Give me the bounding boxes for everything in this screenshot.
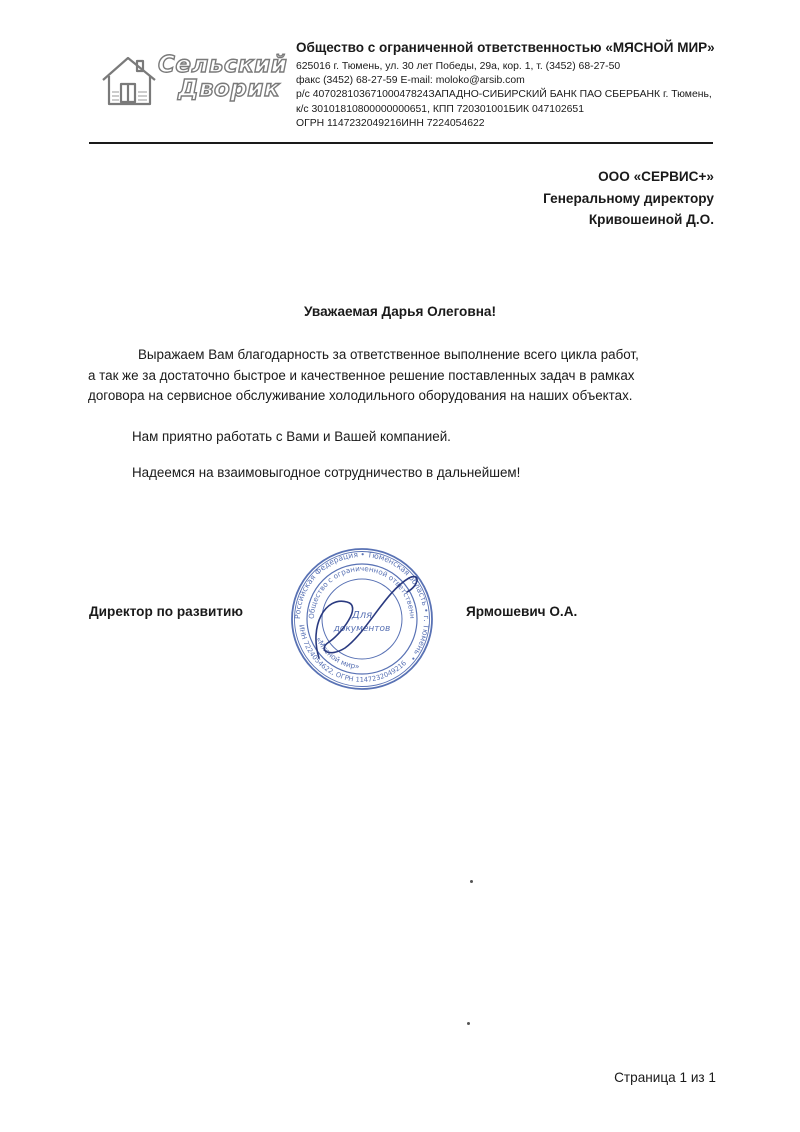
recipient-name: Кривошеиной Д.О.	[588, 212, 714, 227]
paragraph-1	[88, 345, 708, 407]
company-fax-email: факс (3452) 68-27-59 E-mail: moloko@arsib.com	[296, 75, 525, 87]
house-logo-icon	[100, 52, 160, 108]
company-corr-account: к/с 30101810800000000651, КПП 720301001БИК 047102651	[296, 103, 584, 115]
company-header	[296, 40, 716, 131]
company-address: 625016 г. Тюмень, ул. 30 лет Победы, 29а, кор. 1, т. (3452) 68-27-50	[296, 61, 621, 72]
paragraph-1-line-2: а так же за достаточно быстрое и качественное решение поставленных задач в рамках	[88, 367, 635, 383]
header-divider	[89, 142, 713, 144]
stamp-bottom-text: «Мясной мир»	[314, 635, 360, 671]
logo-line-1: Сельский	[158, 52, 288, 78]
paragraph-1-line-1: Выражаем Вам благодарность за ответственное выполнение всего цикла работ,	[138, 347, 639, 362]
recipient-position: Генеральному директору	[543, 190, 714, 206]
company-logo	[100, 52, 288, 108]
scan-speck	[467, 1022, 470, 1025]
logo-wordmark	[158, 52, 288, 108]
scan-speck	[470, 880, 473, 883]
company-name: Общество с ограниченной ответственностью «МЯСНОЙ МИР»	[296, 40, 715, 55]
stamp-inn-ogrn-text: ИНН 7224054622, ОГРН 1147232049216	[297, 624, 409, 685]
stamp-outer-text: Российская Федерация • Тюменская область • г. Тюмень •	[292, 549, 432, 663]
paragraph-2: Нам приятно работать с Вами и Вашей компанией.	[132, 429, 451, 444]
company-ogrn-inn: ОГРН 1147232049216ИНН 7224054622	[296, 117, 485, 129]
paragraph-1-line-3: договора на сервисное обслуживание холодильного оборудования на наших объектах.	[88, 388, 633, 404]
paragraph-3: Надеемся на взаимовыгодное сотрудничество в дальнейшем!	[132, 465, 521, 480]
page-number: Страница 1 из 1	[614, 1070, 716, 1085]
recipient-block	[543, 166, 714, 231]
round-seal-icon	[289, 546, 435, 692]
recipient-org: ООО «СЕРВИС+»	[598, 169, 714, 184]
stamp-middle-text: Общество с ограниченной ответственн	[306, 563, 418, 620]
salutation: Уважаемая Дарья Олеговна!	[303, 304, 497, 319]
company-bank-account: р/с 40702810367100047824ЗАПАДНО-СИБИРСКИЙ БАНК ПАО СБЕРБАНК г. Тюмень,	[296, 89, 712, 101]
company-stamp	[289, 546, 435, 692]
letter-body	[88, 345, 708, 480]
stamp-center-line-2: документов	[333, 624, 391, 634]
stamp-center-line-1: Для	[351, 610, 373, 621]
signatory-title: Директор по развитию	[89, 604, 243, 619]
logo-line-2: Дворик	[178, 76, 281, 102]
signatory-name: Ярмошевич О.А.	[466, 604, 578, 619]
